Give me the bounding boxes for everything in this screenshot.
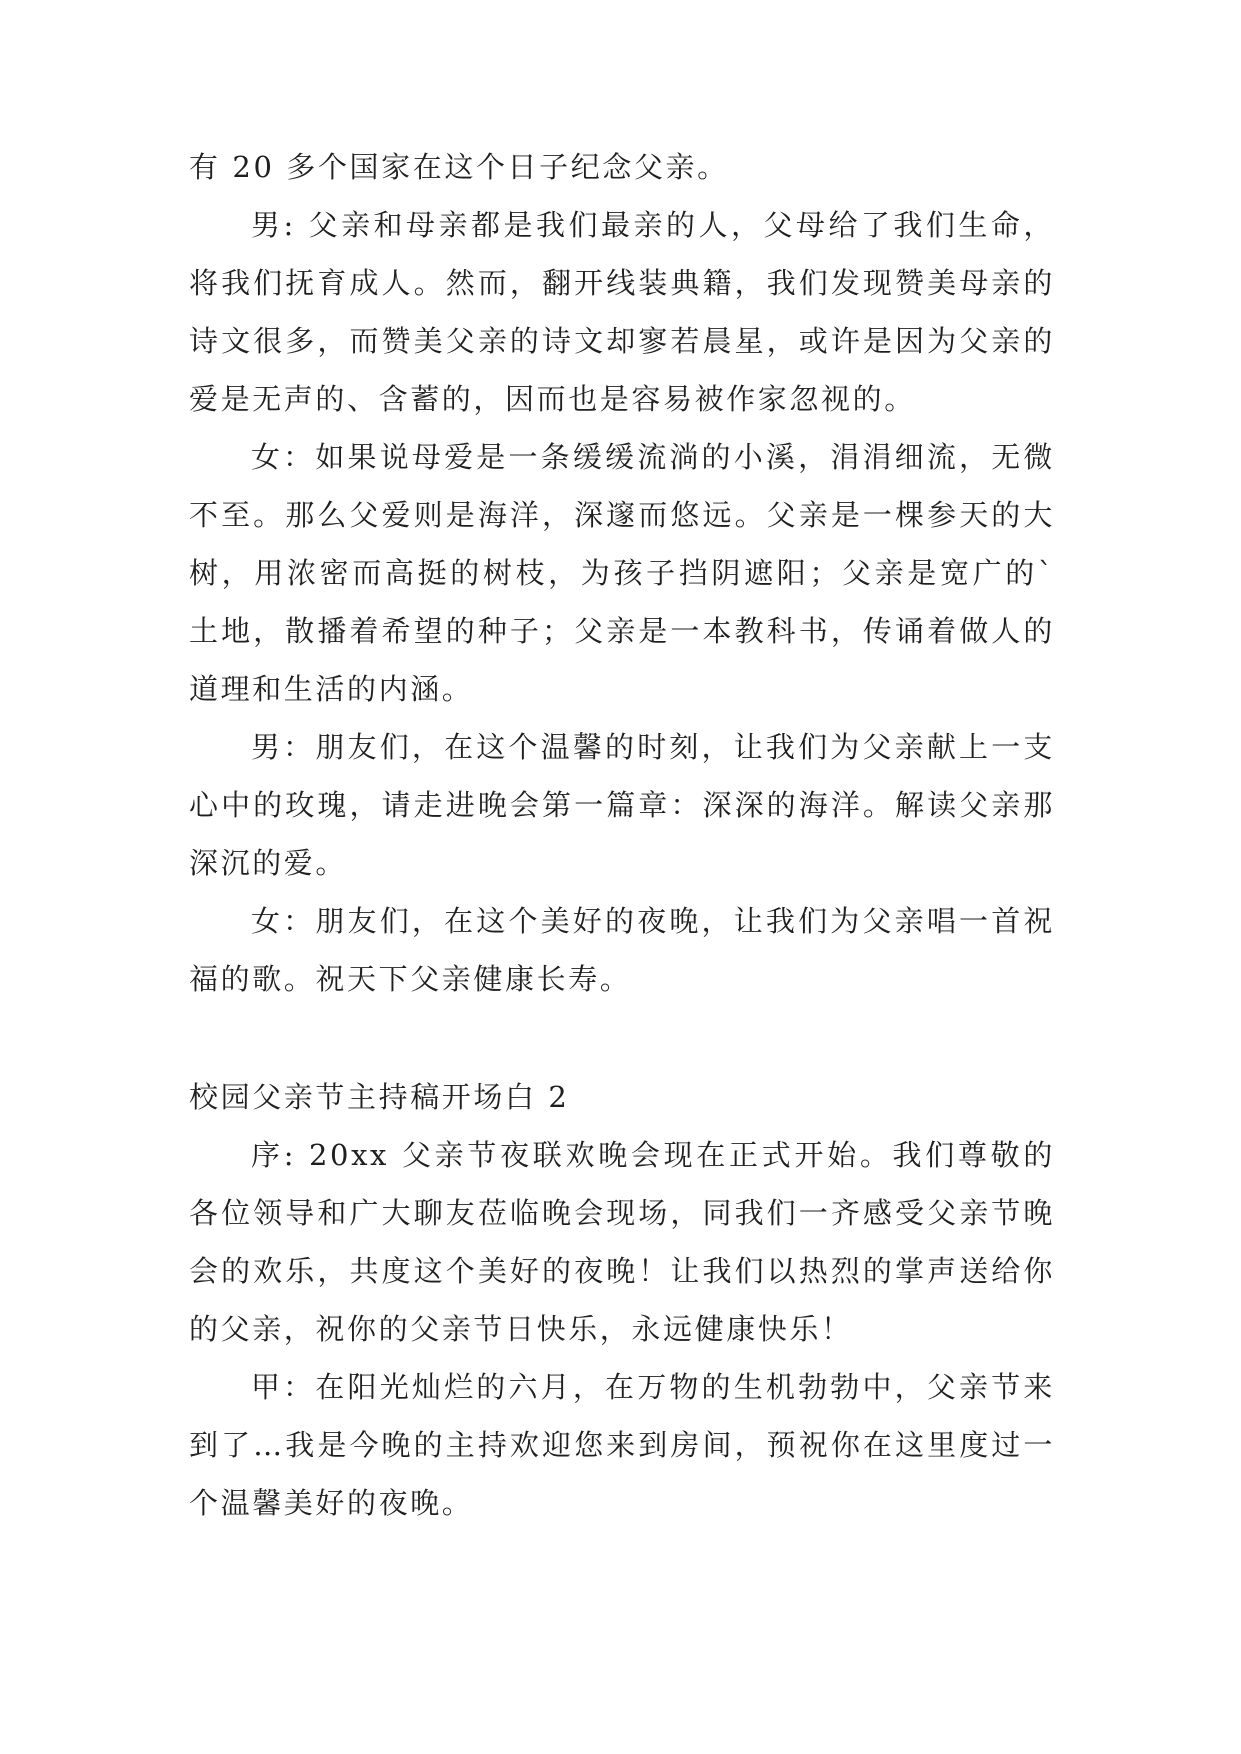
section-title: 校园父亲节主持稿开场白 2 <box>189 1080 570 1114</box>
paragraph-male-2: 男：朋友们，在这个温馨的时刻，让我们为父亲献上一支心中的玫瑰，请走进晚会第一篇章：深深的海洋。解读父亲那深沉的爱。 <box>189 730 1055 880</box>
paragraph-female-2: 女：朋友们，在这个美好的夜晚，让我们为父亲唱一首祝福的歌。祝天下父亲健康长寿。 <box>189 904 1055 996</box>
document-body <box>189 138 1055 1532</box>
paragraph-male-1: 男: 父亲和母亲都是我们最亲的人，父母给了我们生命，将我们抚育成人。然而，翻开线装典籍，我们发现赞美母亲的诗文很多，而赞美父亲的诗文却寥若晨星，或许是因为父亲的爱是无声的、含蓄的，因而也是容易被作家忽视的。 <box>189 208 1055 416</box>
paragraph-preface: 序: 20xx 父亲节夜联欢晚会现在正式开始。我们尊敬的各位领导和广大聊友莅临晚会现场，同我们一齐感受父亲节晚会的欢乐，共度这个美好的夜晚！让我们以热烈的掌声送给你的父亲，祝你的父亲节日快乐，永远健康快乐！ <box>189 1138 1055 1346</box>
paragraph-continuation: 有 20 多个国家在这个日子纪念父亲。 <box>189 150 729 184</box>
paragraph-host-a: 甲：在阳光灿烂的六月，在万物的生机勃勃中，父亲节来到了…我是今晚的主持欢迎您来到房间，预祝你在这里度过一个温馨美好的夜晚。 <box>189 1370 1055 1520</box>
section-spacer <box>189 1008 1055 1068</box>
paragraph-female-1: 女：如果说母爱是一条缓缓流淌的小溪，涓涓细流，无微不至。那么父爱则是海洋，深邃而悠远。父亲是一棵参天的大树，用浓密而高挺的树枝，为孩子挡阴遮阳；父亲是宽广的`土地，散播着希望的种子；父亲是一本教科书，传诵着做人的道理和生活的内涵。 <box>189 440 1055 706</box>
